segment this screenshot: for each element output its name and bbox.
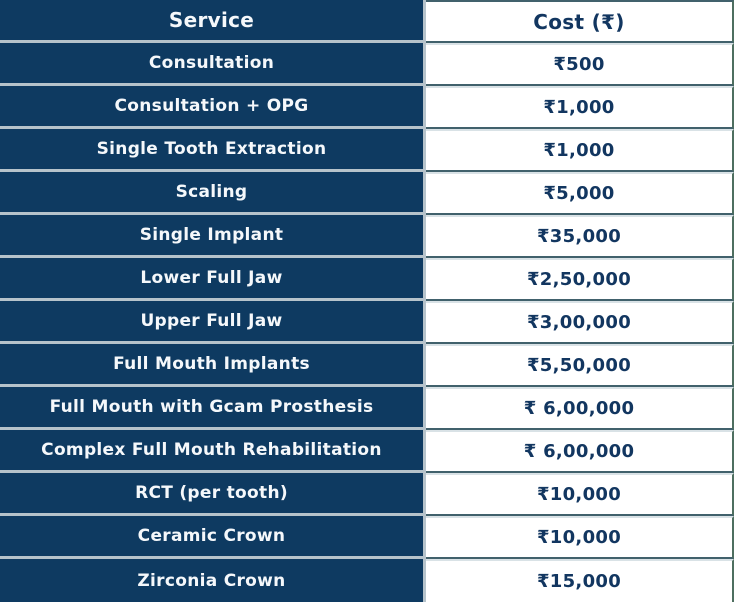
service-cell: Consultation bbox=[0, 43, 426, 86]
service-cell: Full Mouth Implants bbox=[0, 344, 426, 387]
service-cell: Single Implant bbox=[0, 215, 426, 258]
table-row bbox=[0, 559, 737, 602]
cost-cell: ₹5,50,000 bbox=[426, 344, 734, 387]
service-cell: RCT (per tooth) bbox=[0, 473, 426, 516]
table-row bbox=[0, 258, 737, 301]
table-row bbox=[0, 215, 737, 258]
cost-cell: ₹1,000 bbox=[426, 129, 734, 172]
service-cell: Zirconia Crown bbox=[0, 559, 426, 602]
table-row bbox=[0, 430, 737, 473]
table-row bbox=[0, 473, 737, 516]
table-row bbox=[0, 86, 737, 129]
cost-cell: ₹2,50,000 bbox=[426, 258, 734, 301]
table-row bbox=[0, 43, 737, 86]
table-row bbox=[0, 129, 737, 172]
table-row bbox=[0, 301, 737, 344]
cost-cell: ₹35,000 bbox=[426, 215, 734, 258]
table-row bbox=[0, 344, 737, 387]
table-row bbox=[0, 172, 737, 215]
header-service-cell: Service bbox=[0, 0, 426, 43]
table-row bbox=[0, 387, 737, 430]
service-cell: Ceramic Crown bbox=[0, 516, 426, 559]
cost-cell: ₹15,000 bbox=[426, 559, 734, 602]
header-cost-cell: Cost (₹) bbox=[426, 0, 734, 43]
cost-cell: ₹5,000 bbox=[426, 172, 734, 215]
table-header-row bbox=[0, 0, 737, 43]
service-cell: Full Mouth with Gcam Prosthesis bbox=[0, 387, 426, 430]
cost-cell: ₹3,00,000 bbox=[426, 301, 734, 344]
service-cell: Scaling bbox=[0, 172, 426, 215]
service-cell: Upper Full Jaw bbox=[0, 301, 426, 344]
cost-cell: ₹10,000 bbox=[426, 516, 734, 559]
service-cell: Consultation + OPG bbox=[0, 86, 426, 129]
cost-cell: ₹1,000 bbox=[426, 86, 734, 129]
cost-cell: ₹ 6,00,000 bbox=[426, 387, 734, 430]
cost-cell: ₹500 bbox=[426, 43, 734, 86]
service-cell: Single Tooth Extraction bbox=[0, 129, 426, 172]
service-cell: Complex Full Mouth Rehabilitation bbox=[0, 430, 426, 473]
cost-cell: ₹ 6,00,000 bbox=[426, 430, 734, 473]
table-row bbox=[0, 516, 737, 559]
cost-cell: ₹10,000 bbox=[426, 473, 734, 516]
service-cell: Lower Full Jaw bbox=[0, 258, 426, 301]
